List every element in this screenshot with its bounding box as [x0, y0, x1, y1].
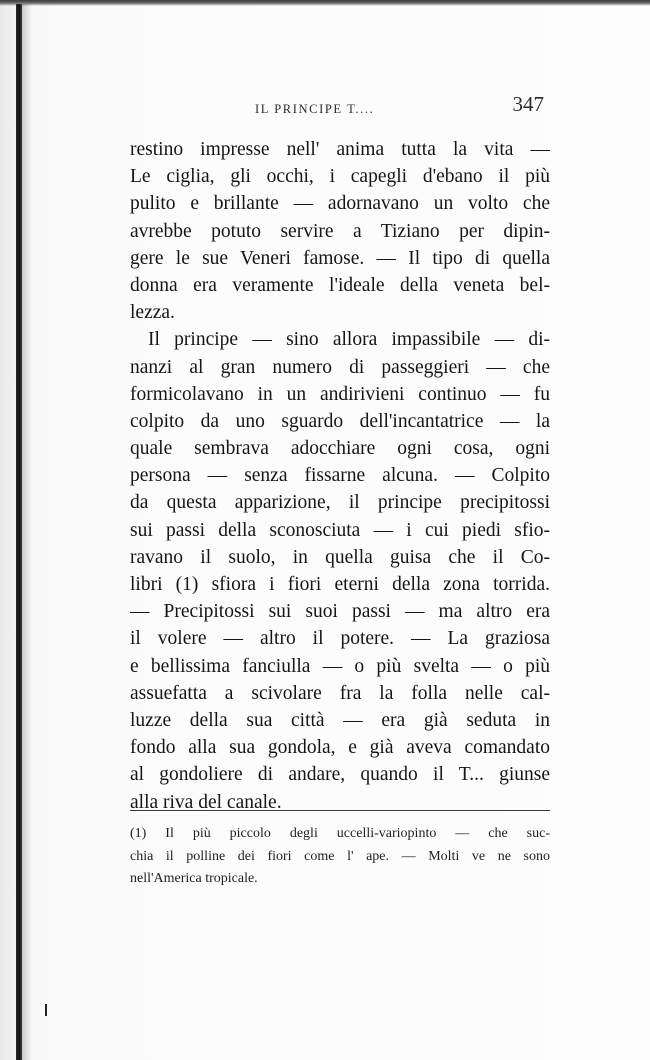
text-line: avrebbe potuto servire a Tiziano per dipin- [130, 220, 550, 242]
text-line: quale sembrava adocchiare ogni cosa, ogni [130, 438, 550, 460]
text-line: il volere — altro il potere. — La graziosa [130, 628, 550, 650]
text-line: assuefatta a scivolare fra la folla nelle cal- [130, 682, 550, 704]
text-line: Il principe — sino allora impassibile — di- [148, 329, 550, 351]
footnote-line: nell'America tropicale. [130, 871, 258, 886]
text-line: nanzi al gran numero di passeggieri — che [130, 356, 550, 378]
text-line: ravano il suolo, in quella guisa che il Co- [130, 546, 550, 568]
footnote-line: (1) Il più piccolo degli uccelli-variopinto — che suc- [130, 826, 550, 841]
text-line: restino impresse nell' anima tutta la vita — [130, 139, 550, 160]
text-line: — Precipitossi sui suoi passi — ma altro era [130, 601, 550, 623]
page-number: 347 [512, 92, 544, 116]
ink-speck [45, 1004, 47, 1016]
text-line: gere le sue Veneri famose. — Il tipo di quella [130, 247, 550, 269]
text-line: e bellissima fanciulla — o più svelta — o più [130, 655, 550, 677]
text-line: luzze della sua città — era già seduta in [130, 709, 550, 731]
text-line: sui passi della sconosciuta — i cui piedi sfio- [130, 519, 550, 541]
text-line: alla riva del canale. [130, 791, 282, 813]
body-text [130, 136, 550, 816]
gutter-shadow [22, 4, 32, 1060]
footnote-rule [130, 810, 550, 811]
text-line: pulito e brillante — adornavano un volto che [130, 193, 550, 215]
text-line: Le ciglia, gli occhi, i capegli d'ebano il più [130, 166, 550, 188]
footnote-line: chia il polline dei fiori come l' ape. — Molti ve ne sono [130, 848, 550, 864]
page-top-edge [0, 0, 650, 6]
text-line: fondo alla sua gondola, e già aveva comandato [130, 737, 550, 759]
text-line: formicolavano in un andirivieni continuo — fu [130, 383, 550, 405]
text-line: colpito da uno sguardo dell'incantatrice — la [130, 410, 550, 432]
text-line: libri (1) sfiora i fiori eterni della zona torrida. [130, 574, 550, 595]
text-line: donna era veramente l'ideale della veneta bel- [130, 274, 550, 296]
text-line: al gondoliere di andare, quando il T... giunse [130, 764, 550, 786]
text-line: da questa apparizione, il principe precipitossi [130, 492, 550, 514]
running-head: IL PRINCIPE T.... [255, 102, 375, 116]
footnote [130, 823, 550, 891]
text-line: persona — senza fissarne alcuna. — Colpito [130, 465, 550, 487]
text-line: lezza. [130, 302, 175, 324]
page-header [130, 92, 550, 122]
